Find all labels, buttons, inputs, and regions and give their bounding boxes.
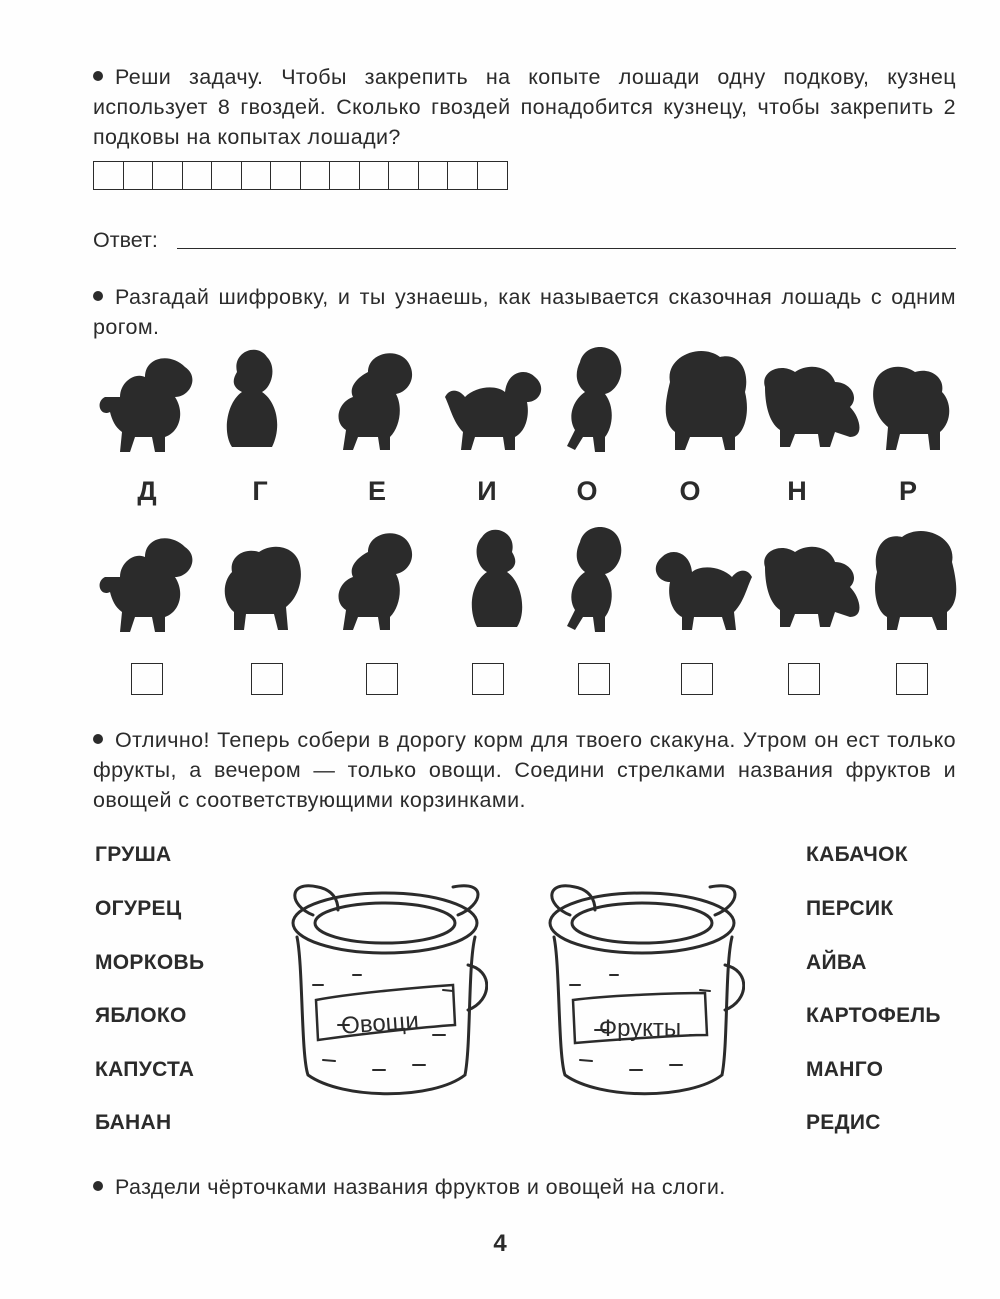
grid-cell[interactable] bbox=[212, 162, 242, 189]
answer-letter-box[interactable] bbox=[681, 663, 713, 695]
work-grid[interactable] bbox=[93, 161, 508, 190]
basket-icon bbox=[540, 875, 745, 1100]
horse-silhouette-icon bbox=[545, 522, 657, 640]
task-solve-problem bbox=[93, 62, 956, 152]
answer-line[interactable] bbox=[177, 248, 956, 249]
food-word[interactable]: ЯБЛОКО bbox=[95, 1004, 187, 1027]
cipher-letter: О bbox=[679, 476, 701, 506]
horse-silhouette-icon bbox=[318, 522, 430, 640]
horse-silhouette-icon bbox=[750, 522, 862, 640]
grid-cell[interactable] bbox=[271, 162, 301, 189]
horse-silhouette-icon bbox=[650, 522, 762, 640]
horse-silhouette-icon bbox=[435, 342, 547, 460]
bullet-icon bbox=[93, 291, 103, 301]
grid-cell[interactable] bbox=[448, 162, 478, 189]
answer-letter-box[interactable] bbox=[251, 663, 283, 695]
horse-silhouette-icon bbox=[202, 522, 314, 640]
cipher-letter: Р bbox=[898, 476, 917, 506]
grid-cell[interactable] bbox=[330, 162, 360, 189]
answer-letter-box[interactable] bbox=[896, 663, 928, 695]
basket-icon bbox=[283, 875, 488, 1100]
answer-letter-box[interactable] bbox=[366, 663, 398, 695]
horse-silhouette-icon bbox=[545, 342, 657, 460]
grid-cell[interactable] bbox=[478, 162, 508, 189]
grid-cell[interactable] bbox=[94, 162, 124, 189]
grid-cell[interactable] bbox=[301, 162, 331, 189]
cipher-letter: Н bbox=[787, 476, 807, 506]
task-syllables bbox=[93, 1172, 956, 1202]
horse-silhouette-icon bbox=[860, 342, 972, 460]
horse-silhouette-icon bbox=[202, 342, 314, 460]
grid-cell[interactable] bbox=[183, 162, 213, 189]
grid-cell[interactable] bbox=[153, 162, 183, 189]
cipher-letter: О bbox=[576, 476, 598, 506]
bullet-icon bbox=[93, 71, 103, 81]
bullet-icon bbox=[93, 1181, 103, 1191]
task-text: Реши задачу. Чтобы закрепить на копыте лошади одну подкову, кузнец использует 8 гвоздей. Сколько гвоздей понадобится кузнецу, чтобы закрепить 2 подковы на копытах лошади? bbox=[93, 65, 956, 149]
horse-silhouette-icon bbox=[650, 342, 762, 460]
cipher-letter: Д bbox=[137, 476, 157, 506]
cipher-letter: Г bbox=[252, 476, 268, 506]
grid-cell[interactable] bbox=[242, 162, 272, 189]
grid-cell[interactable] bbox=[360, 162, 390, 189]
grid-cell[interactable] bbox=[124, 162, 154, 189]
food-word[interactable]: БАНАН bbox=[95, 1111, 172, 1134]
horse-row-puzzle bbox=[90, 522, 960, 642]
answer-letter-box[interactable] bbox=[131, 663, 163, 695]
horse-silhouette-icon bbox=[90, 522, 202, 640]
food-word[interactable]: ПЕРСИК bbox=[806, 897, 894, 920]
horse-silhouette-icon bbox=[860, 522, 972, 640]
grid-cell[interactable] bbox=[419, 162, 449, 189]
cipher-letter: И bbox=[477, 476, 497, 506]
food-word[interactable]: КАБАЧОК bbox=[806, 843, 908, 866]
food-word[interactable]: КАРТОФЕЛЬ bbox=[806, 1004, 941, 1027]
horse-silhouette-icon bbox=[90, 342, 202, 460]
answer-letter-box[interactable] bbox=[472, 663, 504, 695]
page-number: 4 bbox=[493, 1230, 507, 1257]
cipher-letter: Е bbox=[367, 476, 386, 506]
food-word[interactable]: КАПУСТА bbox=[95, 1058, 195, 1081]
answer-letter-box[interactable] bbox=[578, 663, 610, 695]
task-cipher bbox=[93, 282, 956, 342]
food-word[interactable]: РЕДИС bbox=[806, 1111, 881, 1134]
task-text: Отлично! Теперь собери в дорогу корм для твоего скакуна. Утром он ест только фрукты, а вечером — только овощи. Соедини стрелками названия фруктов и овощей с соответствующими корзинками. bbox=[93, 728, 956, 812]
basket-vegetables[interactable] bbox=[283, 875, 488, 1105]
horse-silhouette-icon bbox=[318, 342, 430, 460]
basket-label: Фрукты bbox=[598, 1015, 682, 1042]
task-text: Раздели чёрточками названия фруктов и овощей на слоги. bbox=[115, 1175, 726, 1199]
food-word[interactable]: ГРУША bbox=[95, 843, 172, 866]
horse-row-key bbox=[90, 342, 960, 462]
bullet-icon bbox=[93, 734, 103, 744]
basket-label: Овощи bbox=[340, 1007, 420, 1040]
horse-silhouette-icon bbox=[435, 522, 547, 640]
food-word[interactable]: ОГУРЕЦ bbox=[95, 897, 182, 920]
answer-letter-box[interactable] bbox=[788, 663, 820, 695]
food-word[interactable]: МАНГО bbox=[806, 1058, 884, 1081]
basket-fruits[interactable] bbox=[540, 875, 745, 1105]
horse-silhouette-icon bbox=[750, 342, 862, 460]
answer-label: Ответ: bbox=[93, 228, 158, 252]
task-connect bbox=[93, 725, 956, 815]
grid-cell[interactable] bbox=[389, 162, 419, 189]
food-word[interactable]: МОРКОВЬ bbox=[95, 951, 205, 974]
task-text: Разгадай шифровку, и ты узнаешь, как называется сказочная лошадь с одним рогом. bbox=[93, 285, 956, 339]
food-word[interactable]: АЙВА bbox=[806, 951, 867, 974]
